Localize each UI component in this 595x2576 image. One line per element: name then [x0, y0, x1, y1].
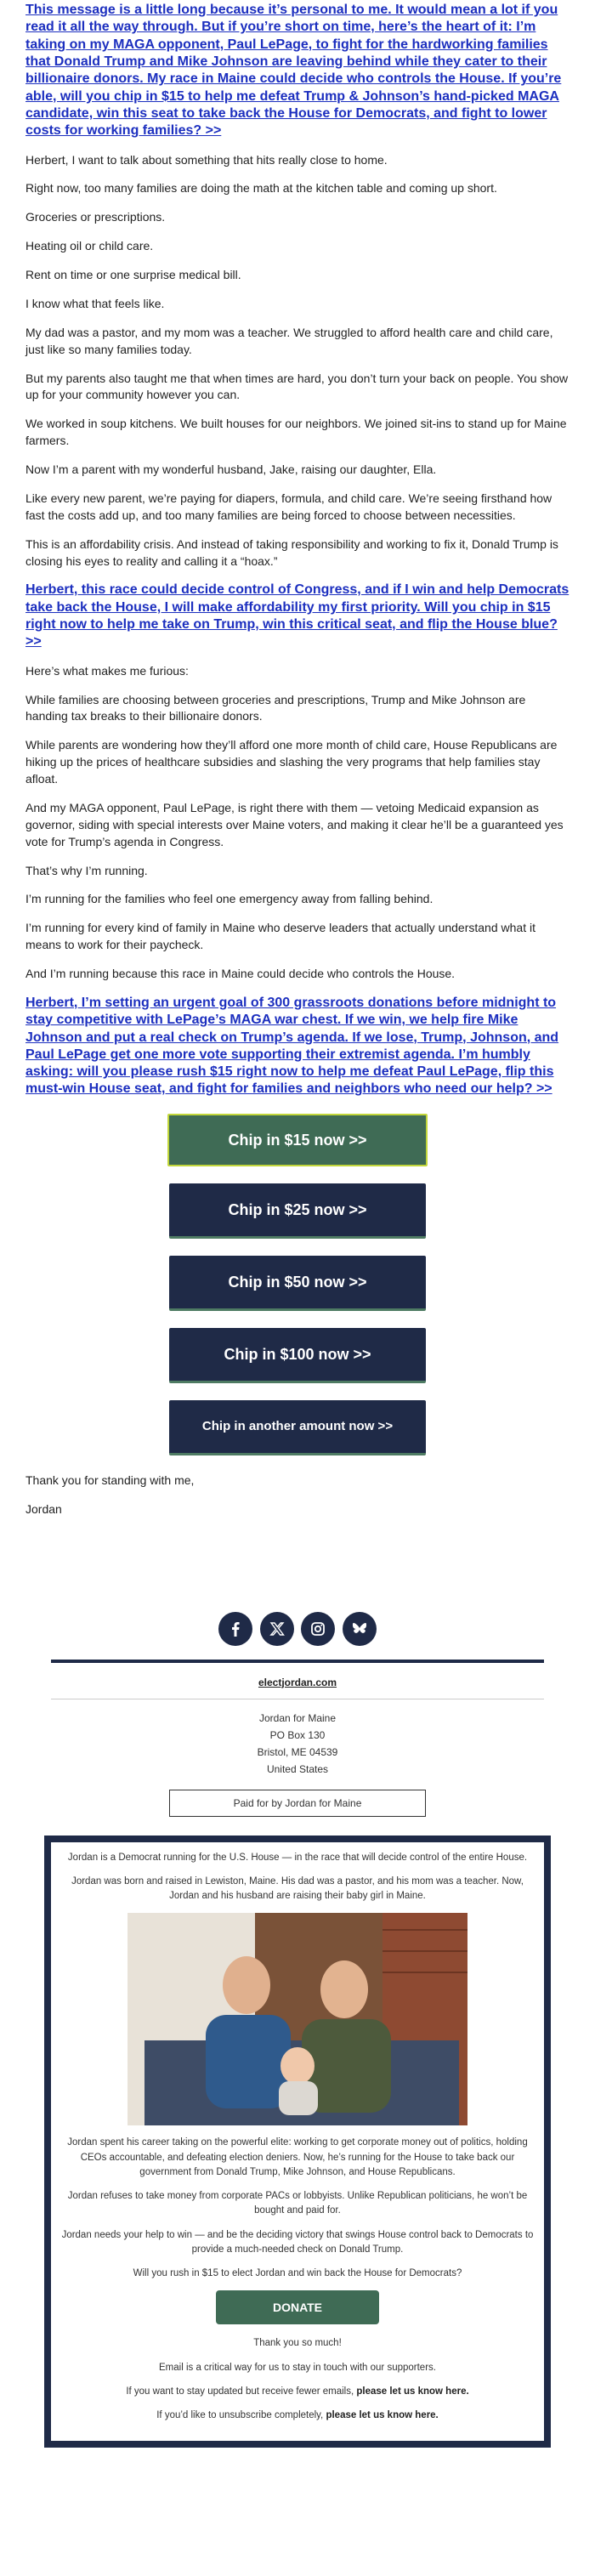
- mailing-address: [0, 1710, 595, 1778]
- chip-in-other-button[interactable]: Chip in another amount now >>: [169, 1400, 426, 1455]
- box-paragraph: Will you rush in $15 to elect Jordan and win back the House for Democrats?: [133, 2268, 462, 2278]
- signature: Jordan: [26, 1501, 62, 1516]
- paragraph: I know what that feels like.: [26, 296, 165, 310]
- paragraph: Heating oil or child care.: [26, 239, 154, 253]
- paragraph: Now I’m a parent with my wonderful husband, Jake, raising our daughter, Ella.: [26, 462, 437, 476]
- intro-donate-link[interactable]: This message is a little long because it’s personal to me. It would mean a lot if you read it all the way through. But if you’re short on time, here’s the heart of it: I’m taking on my MAGA opponent, Paul LePage, to fight for the hardworking families that Donald Trump and Mike Johnson are leaving behind while they cater to their billionaire donors. My race in Maine could decide who controls the House. If you’re able, will you chip in $15 to help me defeat Trump & Johnson’s hand-picked MAGA candidate, win this seat to take back the House for Democrats, and fight to lower costs for working families? >>: [26, 3, 562, 139]
- address-line: Jordan for Maine: [258, 1711, 337, 1724]
- chip-in-50-button[interactable]: Chip in $50 now >>: [169, 1256, 426, 1311]
- box-paragraph: Jordan is a Democrat running for the U.S. House — in the race that will decide control of the entire House.: [67, 1852, 528, 1863]
- paragraph: Here’s what makes me furious:: [26, 663, 189, 678]
- closing-line: Thank you for standing with me,: [26, 1472, 195, 1487]
- address-line: Bristol, ME 04539: [257, 1745, 338, 1758]
- donate-buttons: [26, 1114, 570, 1455]
- social-links: [0, 1612, 595, 1653]
- fewer-emails-line: [60, 2385, 536, 2399]
- paragraph: I’m running for every kind of family in Maine who deserve leaders that actually understand what it means to work for their paycheck.: [26, 921, 536, 952]
- box-paragraph: Jordan spent his career taking on the powerful elite: working to get corporate money out of politics, holding CEOs accountable, and defeating election deniers. Now, he’s running for the House to take back our government from Donald Trump, Mike Johnson, and House Republicans.: [67, 2137, 528, 2177]
- fewer-emails-link[interactable]: please let us know here.: [356, 2386, 469, 2397]
- email-body: [26, 0, 570, 1518]
- paragraph: Right now, too many families are doing the math at the kitchen table and coming up short.: [26, 181, 497, 196]
- paragraph: This is an affordability crisis. And instead of taking responsibility and working to fix it, Donald Trump is closing his eyes to reality and calling it a “hoax.”: [26, 536, 558, 568]
- urgent-donate-link[interactable]: Herbert, I’m setting an urgent goal of 300 grassroots donations before midnight to stay competitive with LePage’s MAGA war chest. If we win, we help fire Mike Johnson and put a real check on Trump’s agenda. If we lose, Trump, Johnson, and Paul LePage get one more vote supporting their extremist agenda. I’m humbly asking: will you please rush $15 right now to help me defeat Paul LePage, flip this must-win House seat, and fight for families and neighbors who need our help? >>: [26, 995, 559, 1097]
- paragraph: Rent on time or one surprise medical bill.: [26, 268, 241, 281]
- paragraph: I’m running for the families who feel one emergency away from falling behind.: [26, 892, 434, 906]
- thanks-text: Thank you so much!: [253, 2338, 342, 2349]
- bluesky-icon[interactable]: [343, 1612, 377, 1646]
- box-paragraph: Jordan refuses to take money from corporate PACs or lobbyists. Unlike Republican politicians, he won’t be bought and paid for.: [67, 2191, 528, 2216]
- paragraph: While families are choosing between groceries and prescriptions, Trump and Mike Johnson are handing tax breaks to their billionaire donors.: [26, 692, 526, 723]
- paragraph: And my MAGA opponent, Paul LePage, is right there with them — vetoing Medicaid expansion as governor, siding with special interests over Maine voters, and making it clear he’ll be a guaranteed yes vote for Trump’s agenda in Congress.: [26, 800, 564, 848]
- x-icon[interactable]: [260, 1612, 294, 1646]
- paid-for-disclaimer: Paid for by Jordan for Maine: [169, 1790, 426, 1817]
- chip-in-100-button[interactable]: Chip in $100 now >>: [169, 1328, 426, 1383]
- unsubscribe-text: If you’d like to unsubscribe completely,: [156, 2410, 326, 2420]
- unsubscribe-link[interactable]: please let us know here.: [326, 2410, 439, 2420]
- donate-button[interactable]: DONATE: [216, 2290, 379, 2324]
- facebook-icon[interactable]: [218, 1612, 252, 1646]
- paragraph: Like every new parent, we’re paying for diapers, formula, and child care. We’re seeing firsthand how fast the costs add up, and too many families are being forced to choose between necessities.: [26, 491, 552, 522]
- paragraph: While parents are wondering how they’ll afford one more month of child care, House Republicans are hiking up the prices of healthcare subsidies and slashing the very programs that help families stay afloat.: [26, 738, 558, 786]
- footer-divider: [51, 1660, 544, 1663]
- email-note: Email is a critical way for us to stay in touch with our supporters.: [159, 2362, 436, 2373]
- fewer-emails-text: If you want to stay updated but receive fewer emails,: [126, 2386, 357, 2397]
- box-paragraph: Jordan was born and raised in Lewiston, Maine. His dad was a pastor, and his mom was a teacher. Now, Jordan and his husband are raising their baby girl in Maine.: [71, 1875, 524, 1901]
- address-line: PO Box 130: [269, 1728, 326, 1741]
- paragraph: But my parents also taught me that when times are hard, you don’t turn your back on people. You show up for your community however you can.: [26, 371, 569, 402]
- paragraph: We worked in soup kitchens. We built houses for our neighbors. We joined sit-ins to stand up for Maine farmers.: [26, 417, 567, 448]
- paragraph: And I’m running because this race in Maine could decide who controls the House.: [26, 967, 456, 980]
- chip-in-15-button[interactable]: Chip in $15 now >>: [167, 1114, 428, 1166]
- paragraph: My dad was a pastor, and my mom was a teacher. We struggled to afford health care and child care, just like so many families today.: [26, 325, 553, 356]
- mid-donate-link[interactable]: Herbert, this race could decide control of Congress, and if I win and help Democrats take back the House, I will make affordability my first priority. Will you chip in $15 right now to help me take on Trump, win this critical seat, and flip the House blue? >>: [26, 582, 570, 650]
- candidate-info-box: [44, 1836, 551, 2448]
- paragraph: That’s why I’m running.: [26, 863, 148, 877]
- address-line: United States: [266, 1762, 329, 1775]
- chip-in-25-button[interactable]: Chip in $25 now >>: [169, 1183, 426, 1239]
- family-photo: [128, 1913, 468, 2125]
- footer: [0, 1677, 595, 1817]
- box-paragraph: Jordan needs your help to win — and be the deciding victory that swings House control back to Democrats to provide a much-needed check on Donald Trump.: [61, 2229, 534, 2255]
- paragraph: Herbert, I want to talk about something that hits really close to home.: [26, 152, 388, 167]
- unsubscribe-line: [60, 2409, 536, 2423]
- site-link[interactable]: electjordan.com: [258, 1676, 337, 1688]
- paragraph: Groceries or prescriptions.: [26, 210, 166, 224]
- instagram-icon[interactable]: [301, 1612, 335, 1646]
